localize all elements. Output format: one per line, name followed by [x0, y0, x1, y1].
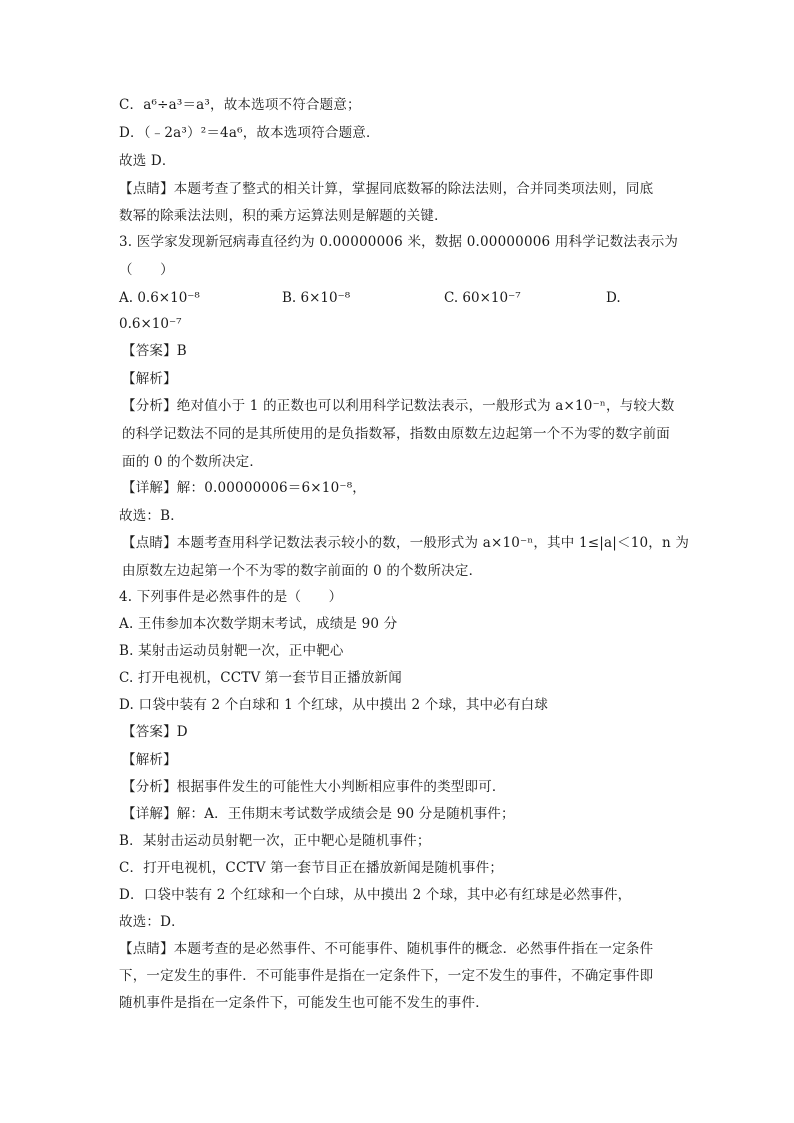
- q4-comment-line-3: 随机事件是指在一定条件下，可能发生也可能不发生的事件．: [119, 995, 489, 1011]
- q3-fenxi-line-3: 面的 0 的个数所决定．: [122, 454, 264, 470]
- q3-comment-line-2: 由原数左边起第一个不为零的数字前面的 0 的个数所决定．: [122, 563, 483, 579]
- q3-comment-line-1: 【点睛】本题考查用科学记数法表示较小的数，一般形式为 a×10⁻ⁿ，其中 1≤|a|＜10，n 为: [122, 535, 690, 551]
- q2-option-d-line: [119, 123, 679, 143]
- q3-option-b: B. 6×10⁻⁸: [282, 290, 351, 306]
- q4-option-b: B. 某射击运动员射靶一次，正中靶心: [119, 643, 344, 659]
- q3-stem-line-2: （ ）: [119, 262, 174, 278]
- q3-stem-line-1: 3. 医学家发现新冠病毒直径约为 0.00000006 米，数据 0.00000006 用科学记数法表示为: [119, 234, 679, 250]
- q3-option-d-lead: D.: [606, 290, 621, 306]
- q4-answer: 【答案】D: [122, 724, 188, 740]
- q4-fenxi: 【分析】根据事件发生的可能性大小判断相应事件的类型即可．: [122, 779, 506, 795]
- q4-conclusion: 故选：D．: [119, 914, 185, 930]
- q4-comment-line-1: 【点睛】本题考查的是必然事件、不可能事件、随机事件的概念．必然事件指在一定条件: [119, 941, 654, 957]
- q4-xiangjie-line-4: D．口袋中装有 2 个红球和一个白球，从中摸出 2 个球，其中必有红球是必然事件，: [119, 887, 632, 903]
- q4-option-a: A. 王伟参加本次数学期末考试，成绩是 90 分: [119, 616, 398, 632]
- q2-c-lead: C．: [119, 97, 144, 113]
- q2-comment-line-1: 【点睛】本题考查了整式的相关计算，掌握同底数幂的除法法则，合并同类项法则，同底: [119, 181, 654, 197]
- q4-comment-line-2: 下，一定发生的事件．不可能事件是指在一定条件下，一定不发生的事件，不确定事件即: [119, 968, 654, 984]
- q2-conclusion: 故选 D．: [119, 153, 176, 169]
- q2-c-formula: a⁶÷a³＝a³: [143, 97, 211, 113]
- q4-xiangjie-line-1: 【详解】解：A．王伟期末考试数学成绩会是 90 分是随机事件；: [122, 806, 515, 822]
- q3-option-d-value: 0.6×10⁻⁷: [119, 316, 182, 332]
- q3-answer: 【答案】B: [122, 343, 187, 359]
- q2-comment-line-2: 数幂的除乘法法则，积的乘方运算法则是解题的关键．: [119, 208, 448, 224]
- q3-conclusion: 故选：B．: [119, 508, 184, 524]
- q2-option-c-line: [119, 95, 679, 115]
- q4-option-d: D. 口袋中装有 2 个白球和 1 个红球，从中摸出 2 个球，其中必有白球: [119, 697, 549, 713]
- q4-stem: 4. 下列事件是必然事件的是（ ）: [119, 589, 343, 605]
- q2-d-rest: ，故本选项符合题意．: [242, 125, 380, 141]
- q3-xiangjie: 【详解】解：0.00000006＝6×10⁻⁸，: [122, 480, 367, 496]
- q4-xiangjie-line-2: B．某射击运动员射靶一次，正中靶心是随机事件；: [119, 833, 431, 849]
- q2-d-formula: D．（﹣2a³）²＝4a⁶: [119, 125, 243, 141]
- q3-option-c: C. 60×10⁻⁷: [444, 290, 521, 306]
- q3-fenxi-line-1: 【分析】绝对值小于 1 的正数也可以利用科学记数法表示，一般形式为 a×10⁻ⁿ，与较大数: [122, 398, 675, 414]
- q3-option-a: A. 0.6×10⁻⁸: [119, 290, 200, 306]
- q4-xiangjie-line-3: C．打开电视机，CCTV 第一套节目正在播放新闻是随机事件；: [119, 860, 504, 876]
- q4-analysis-title: 【解析】: [122, 752, 177, 768]
- q4-option-c: C. 打开电视机，CCTV 第一套节目正播放新闻: [119, 670, 402, 686]
- q3-analysis-title: 【解析】: [122, 371, 177, 387]
- q3-fenxi-line-2: 的科学记数法不同的是其所使用的是负指数幂，指数由原数左边起第一个不为零的数字前面: [122, 426, 670, 442]
- q2-c-rest: ，故本选项不符合题意；: [210, 97, 361, 113]
